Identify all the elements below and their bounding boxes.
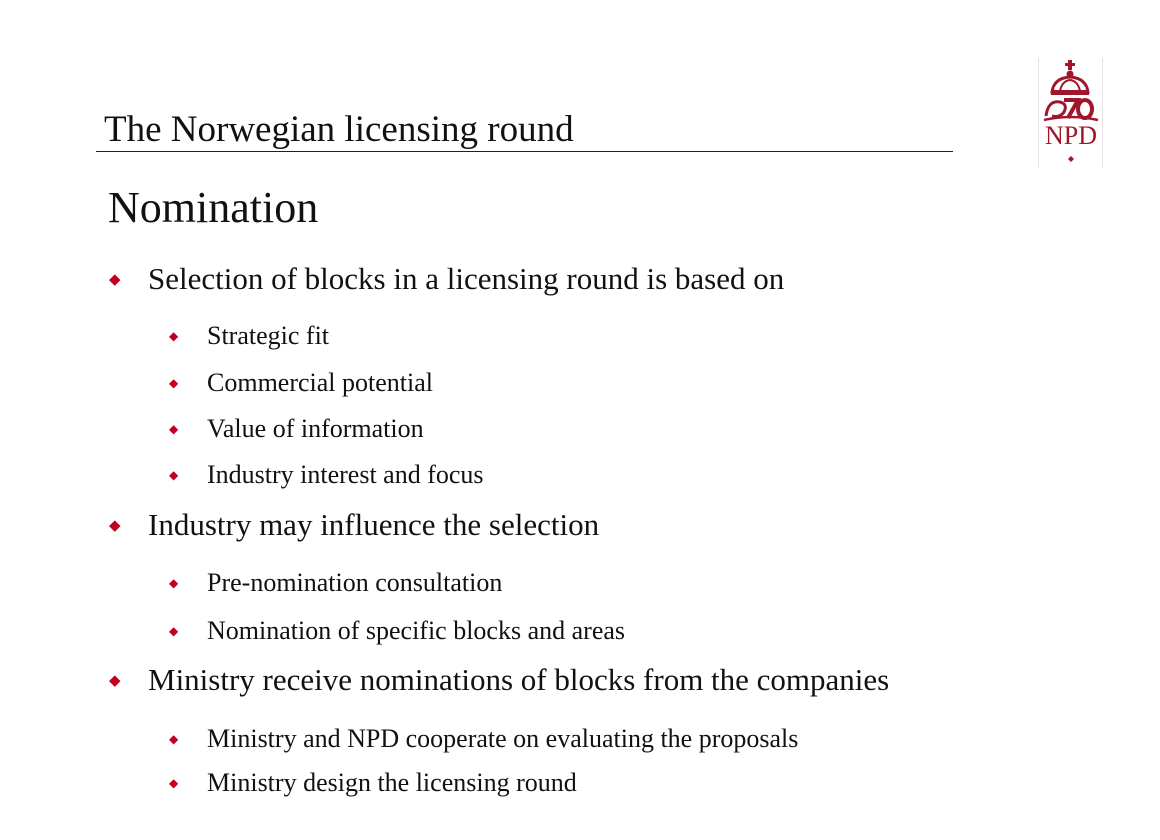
sub-bullet-text: Industry interest and focus: [207, 460, 484, 489]
slide-header-title: The Norwegian licensing round: [104, 109, 574, 150]
sub-bullet-text: Ministry and NPD cooperate on evaluating the proposals: [207, 724, 799, 753]
bullet-diamond-icon: ◆: [169, 732, 179, 746]
sub-bullet-text: Nomination of specific blocks and areas: [207, 616, 626, 645]
bullet-diamond-icon: ◆: [169, 624, 179, 638]
sub-bullet-text: Commercial potential: [207, 368, 433, 397]
bullet-diamond-icon: ◆: [109, 270, 121, 288]
header-divider: [96, 151, 953, 152]
bullet-diamond-icon: ◆: [169, 776, 179, 790]
sub-bullet-text: Strategic fit: [207, 321, 330, 350]
bullet-text: Selection of blocks in a licensing round is based on: [148, 261, 785, 296]
bullet-text: Industry may influence the selection: [148, 507, 600, 542]
bullet-diamond-icon: ◆: [109, 671, 121, 689]
crown-emblem-icon: [1038, 58, 1104, 168]
bullet-diamond-icon: ◆: [169, 376, 179, 390]
bullet-diamond-icon: ◆: [109, 516, 121, 534]
npd-logo: [1038, 58, 1104, 168]
bullet-diamond-icon: ◆: [169, 422, 179, 436]
bullet-text: Ministry receive nominations of blocks from the companies: [148, 662, 890, 697]
svg-text:NPD: NPD: [1044, 121, 1098, 150]
sub-bullet-text: Ministry design the licensing round: [207, 768, 577, 797]
slide-title: Nomination: [108, 183, 319, 232]
bullet-diamond-icon: ◆: [169, 468, 179, 482]
bullet-diamond-icon: ◆: [169, 576, 179, 590]
sub-bullet-text: Pre-nomination consultation: [207, 568, 503, 597]
sub-bullet-text: Value of information: [207, 414, 424, 443]
bullet-diamond-icon: ◆: [169, 329, 179, 343]
